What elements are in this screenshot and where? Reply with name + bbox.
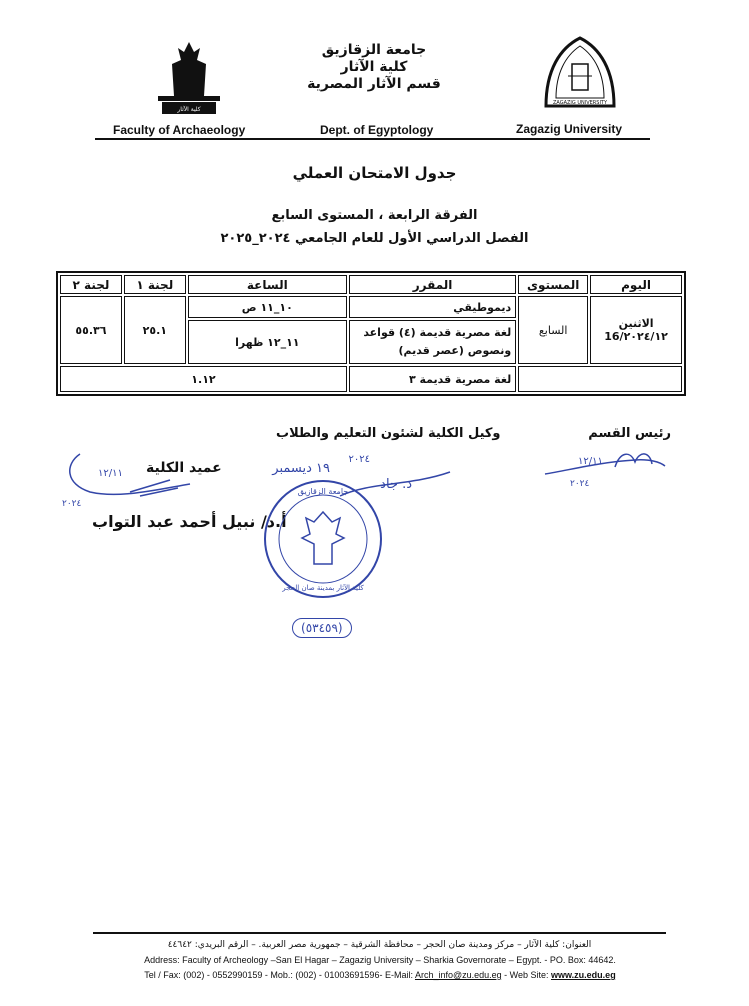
svg-text:كلية الآثار: كلية الآثار — [177, 106, 201, 113]
dean-title: عميد الكلية — [146, 460, 222, 476]
page-title: جدول الامتحان العملي — [292, 164, 457, 182]
footer-address-ar: العنوان: كلية الآثار – مركز ومدينة صان الحجر – محافظة الشرقية – جمهورية مصر العربية. – الرقم البريدي: ٤٤٦٤٢ — [167, 940, 592, 950]
university-logo — [540, 36, 620, 110]
level-cell: السابع — [518, 296, 588, 364]
svg-text:جامعة الزقازيق: جامعة الزقازيق — [297, 487, 349, 496]
dean-name: أ.د/ نبيل أحمد عبد التواب — [92, 512, 287, 531]
dept-head-label: رئيس القسم — [588, 426, 671, 441]
department-name-ar: قسم الآثار المصرية — [307, 76, 441, 92]
official-stamp — [262, 478, 384, 600]
svg-text:د. جاد: د. جاد — [380, 477, 412, 492]
table-row — [60, 296, 682, 318]
time-cell: ١١_١٢ ظهرا — [188, 320, 347, 364]
svg-text:١٢/١١: ١٢/١١ — [578, 456, 603, 467]
svg-text:كلية الآثار بمدينة صان الحجر: كلية الآثار بمدينة صان الحجر — [282, 584, 364, 592]
course-cell: لغة مصرية قديمة ٣ — [349, 366, 516, 392]
svg-text:٢٠٢٤: ٢٠٢٤ — [570, 479, 590, 489]
course-cell: لغة مصرية قديمة (٤) قواعد ونصوص (عصر قديم) — [349, 320, 516, 364]
header-day: اليوم — [590, 275, 682, 294]
header-level: المستوى — [518, 275, 588, 294]
stamp-number: (٥٣٤٥٩) — [292, 618, 352, 638]
day-cell — [590, 296, 682, 364]
day-name: الاثنين — [618, 317, 654, 330]
contact-text: Tel / Fax: (002) - 0552990159 - Mob.: (002) - 01003691596- E-Mail: — [144, 970, 415, 980]
header-committee-2: لجنة ٢ — [60, 275, 122, 294]
exam-schedule-table — [56, 271, 686, 396]
header-time: الساعة — [188, 275, 347, 294]
university-name-en: Zagazig University — [516, 122, 623, 136]
footer-divider — [93, 932, 666, 934]
committee-2-cell: ٥٥.٣٦ — [60, 296, 122, 364]
svg-text:٢٠٢٤: ٢٠٢٤ — [348, 454, 370, 465]
svg-text:٢٠٢٤: ٢٠٢٤ — [62, 499, 82, 509]
table-header-row — [60, 275, 682, 294]
svg-text:١٢/١١: ١٢/١١ — [98, 468, 123, 479]
footer-address-en: Address: Faculty of Archeology –San El Hagar – Zagazig University – Sharkia Governorate – Egypt. - PO. Box: 44642. — [144, 955, 616, 965]
exam-date: ٢٠٢٤/١٢/16 — [604, 330, 668, 343]
email-link[interactable]: Arch_info@zu.edu.eg — [414, 970, 502, 980]
svg-text:١٩ ديسمبر: ١٩ ديسمبر — [272, 461, 330, 476]
header-divider — [95, 138, 650, 140]
svg-text:ZAGAZIG UNIVERSITY: ZAGAZIG UNIVERSITY — [552, 100, 608, 106]
header-course: المقرر — [349, 275, 516, 294]
website-link[interactable]: www.zu.edu.eg — [551, 970, 616, 980]
header-committee-1: لجنة ١ — [124, 275, 186, 294]
committee-1-cell: ٢٥.١ — [124, 296, 186, 364]
department-name-en: Dept. of Egyptology — [320, 123, 434, 137]
dean-signature — [60, 444, 200, 514]
footer-contact — [60, 970, 700, 980]
level-line: الفرقة الرابعة ، المستوى السابع — [271, 208, 478, 223]
committee-cell: ١.١٢ — [60, 366, 347, 392]
time-cell: ١٠_١١ ص — [188, 296, 347, 318]
semester-line: الفصل الدراسي الأول للعام الجامعي ٢٠٢٤_٢٠٢٥ — [220, 231, 529, 246]
empty-cell — [518, 366, 682, 392]
faculty-name-en: Faculty of Archaeology — [113, 123, 246, 137]
course-cell: ديموطيقي — [349, 296, 516, 318]
vice-dean-label: وكيل الكلية لشئون التعليم والطلاب — [276, 426, 501, 441]
website-label: - Web Site: — [501, 970, 552, 980]
faculty-name-ar: كلية الآثار — [340, 59, 408, 75]
table-row — [60, 366, 682, 392]
university-name-ar: جامعة الزقازيق — [321, 42, 427, 58]
dept-head-signature — [540, 442, 670, 492]
faculty-logo — [150, 38, 228, 118]
